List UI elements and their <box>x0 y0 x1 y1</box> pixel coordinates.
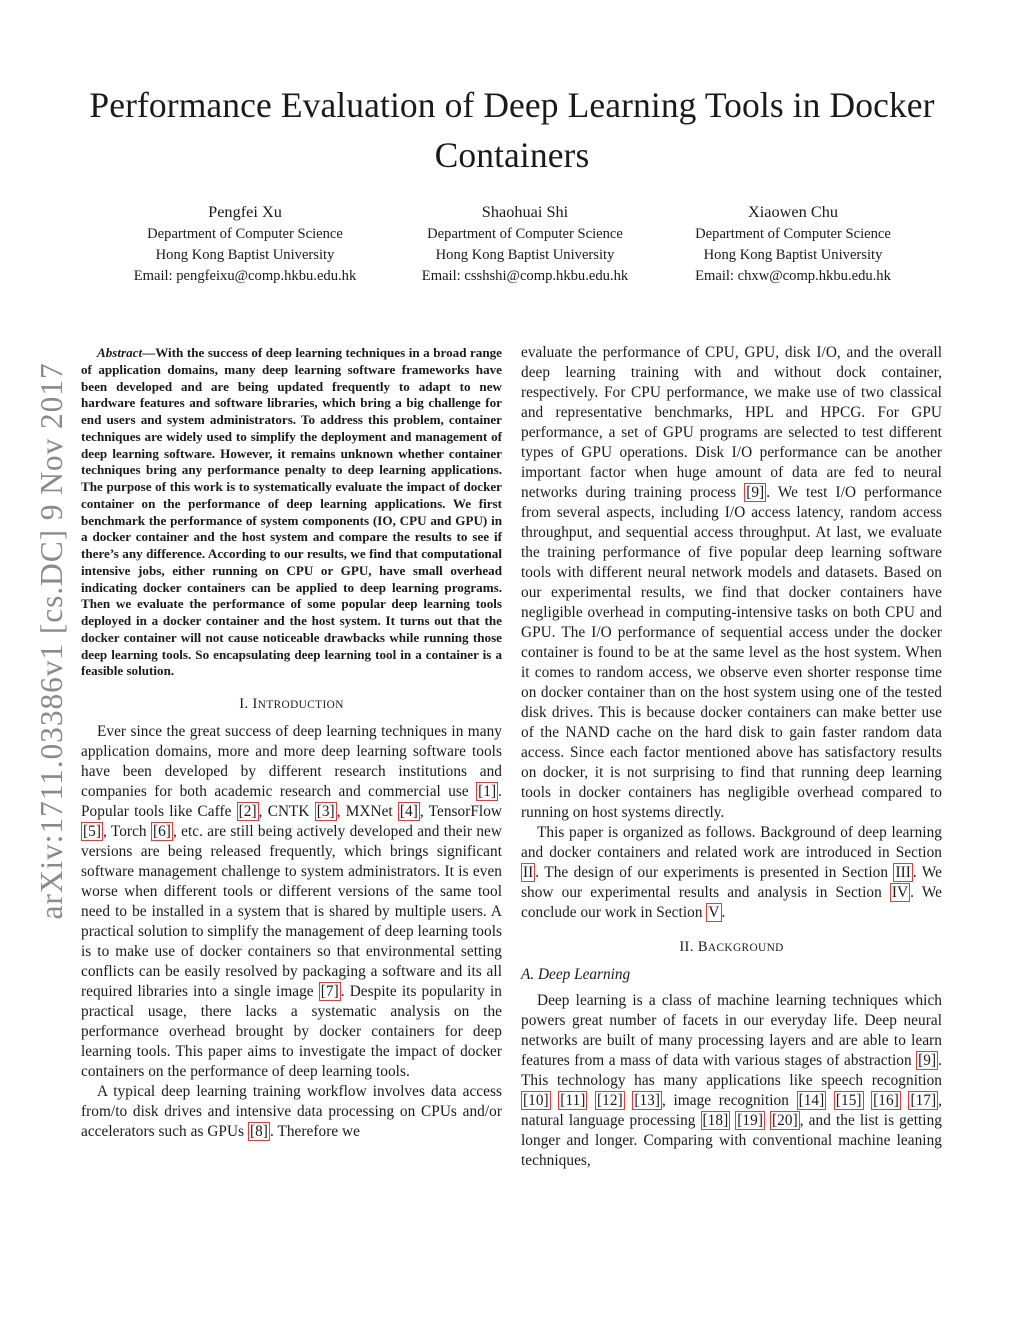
right-column <box>521 343 942 1171</box>
citation-link[interactable]: [9] <box>918 1052 937 1069</box>
intro-paragraph-1: Ever since the great success of deep learning techniques in many application domains, more and more deep learning software tools have been developed by different research institutions and companies for both academic research and commercial use [1] . Popular tools like Caffe [2] , CNTK [3] , MXNet [4] , TensorFlow [5] , Torch [6] , etc. are still being actively developed and their new versions are being released frequently, which brings significant software management challenge to system administrators. It is even worse when different tools or different versions of the same tool need to be installed in a system that is shared by multiple users. A practical solution to simplify the management of deep learning tools is to make use of docker containers so that environmental setting conflicts can be easily resolved by packaging a software and its all required libraries into a single image [7] . Despite its popularity in practical usage, there lacks a systematic analysis on the performance overhead brought by docker containers for deep learning tools. This paper aims to investigate the impact of docker containers on the performance of deep learning tools. <box>81 723 503 1080</box>
citation-link[interactable]: [3] <box>316 803 335 820</box>
author-email: Email: chxw@comp.hkbu.edu.hk <box>695 268 891 284</box>
left-column <box>81 345 502 1142</box>
arxiv-identifier: arXiv:1711.03386v1 [cs.DC] 9 Nov 2017 <box>34 362 69 920</box>
abstract <box>81 345 502 680</box>
citation-link[interactable]: [1] <box>478 783 497 800</box>
author-univ: Hong Kong Baptist University <box>155 247 335 263</box>
author-name: Xiaowen Chu <box>748 202 838 221</box>
intro-paragraph-2-cont: evaluate the performance of CPU, GPU, disk I/O, and the overall deep learning training with and without dock container, respectively. For CPU performance, we make use of two classical and representative benchmarks, HPL and HPCG. For GPU performance, a set of GPU programs are selected to test different types of GPU operations. Disk I/O performance can be another important factor when huge amount of data are fed to neural networks during training process [9] . We test I/O performance from several aspects, including I/O access latency, random access throughput, and sequential access throughput. At last, we evaluate the training performance of five popular deep learning software tools with different neural network models and datasets. Based on our experimental results, we find that docker containers have negligible overhead in computing-intensive tasks on both CPU and GPU. The I/O performance of sequential access under the docker container is found to be at the same level as the host system. When it comes to random access, we observe even shorter response time on docker container than on the host system using one of the tested disk drives. This is because docker containers can make better use of the NAND cache on the hard disk to gain faster random data access. Since each factor mentioned above has satisfactory results on docker, it is not surprising to find that running deep learning tools in docker containers has negligible overhead compared to running on host systems directly. <box>521 344 942 821</box>
citation-link[interactable]: [6] <box>152 823 171 840</box>
author-email: Email: csshshi@comp.hkbu.edu.hk <box>421 268 629 284</box>
abstract-label: Abstract <box>97 345 143 360</box>
citation-link[interactable]: [13] <box>634 1092 661 1109</box>
section-heading-introduction: I. INTRODUCTION <box>239 696 344 712</box>
citation-link[interactable]: [19] <box>737 1112 763 1129</box>
subsection-heading-deep-learning: A. Deep Learning <box>521 966 631 983</box>
citation-link[interactable]: [20] <box>772 1112 798 1129</box>
citation-link[interactable]: [12] <box>597 1092 623 1109</box>
author-name: Shaohuai Shi <box>481 202 569 221</box>
citation-link[interactable]: [10] <box>523 1092 549 1109</box>
paper-title: Performance Evaluation of Deep Learning Tools in Docker Containers <box>89 85 935 175</box>
background-paragraph-1: Deep learning is a class of machine learning techniques which powers great number of facets in our everyday life. Deep neural networks are built of many processing layers and are able to learn features from a mass of data with various stages of abstraction [9] . This technology has many applications like speech recognition [10] [11] [12] [13] , image recognition [14] [15] [16] [17] , natural language processing [18] [19] [20] , and the list is getting longer and longer. Comparing with conventional machine leaning techniques, <box>521 992 943 1169</box>
citation-link[interactable]: [9] <box>746 484 765 501</box>
intro-paragraph-3: This paper is organized as follows. Background of deep learning and docker containers and related work are introduced in Section II . The design of our experiments is presented in Section III . We show our experimental results and analysis in Section IV . We conclude our work in Section V . <box>521 824 943 921</box>
citation-link[interactable]: [8] <box>249 1123 268 1140</box>
citation-link[interactable]: [14] <box>798 1092 825 1109</box>
intro-paragraph-2-start: A typical deep learning training workflow involves data access from/to disk drives and intensive data processing on CPUs and/or accelerators such as GPUs [8] . Therefore we <box>81 1083 502 1140</box>
citation-link[interactable]: [18] <box>702 1112 729 1129</box>
author-univ: Hong Kong Baptist University <box>435 247 615 263</box>
author-block-1 <box>110 201 380 287</box>
author-email: Email: pengfeixu@comp.hkbu.edu.hk <box>133 268 357 284</box>
author-dept: Department of Computer Science <box>147 226 343 242</box>
citation-link[interactable]: [16] <box>873 1092 899 1109</box>
section-link[interactable]: II <box>523 864 534 881</box>
section-link[interactable]: IV <box>891 884 909 901</box>
section-link[interactable]: V <box>708 904 720 921</box>
citation-link[interactable]: [7] <box>320 983 339 1000</box>
author-block-3 <box>658 201 928 287</box>
citation-link[interactable]: [4] <box>399 803 418 820</box>
citation-link[interactable]: [5] <box>83 823 101 840</box>
author-name: Pengfei Xu <box>208 202 282 221</box>
section-link[interactable]: III <box>895 864 911 881</box>
citation-link[interactable]: [2] <box>238 803 257 820</box>
citation-link[interactable]: [15] <box>835 1092 862 1109</box>
author-univ: Hong Kong Baptist University <box>703 247 883 263</box>
author-dept: Department of Computer Science <box>427 226 623 242</box>
citation-link[interactable]: [11] <box>560 1092 586 1109</box>
section-heading-background: II. BACKGROUND <box>679 939 784 955</box>
citation-link[interactable]: [17] <box>910 1092 937 1109</box>
abstract-text: —With the success of deep learning techniques in a broad range of application domains, many deep learning software frameworks have been developed and are being updated frequently to adapt to new hardware features and software libraries, which bring a big challenge for end users and system administrators. To address this problem, container techniques are widely used to simplify the deployment and management of deep learning software. However, it remains unknown whether container techniques bring any performance penalty to deep learning applications. The purpose of this work is to systematically evaluate the impact of docker container on the performance of deep learning applications. We first benchmark the performance of system components (IO, CPU and GPU) in a docker container and the host system and compare the results to see if there’s any difference. According to our results, we find that computational intensive jobs, either running on CPU or GPU, have small overhead indicating docker containers can be applied to deep learning programs. Then we evaluate the performance of some popular deep learning tools deployed in a docker container and the host system. It turns out that the docker container will not cause noticeable drawbacks while running those deep learning tools. So encapsulating deep learning tool in a container is a feasible solution. <box>81 345 502 679</box>
author-block-2 <box>390 201 660 287</box>
author-dept: Department of Computer Science <box>695 226 891 242</box>
